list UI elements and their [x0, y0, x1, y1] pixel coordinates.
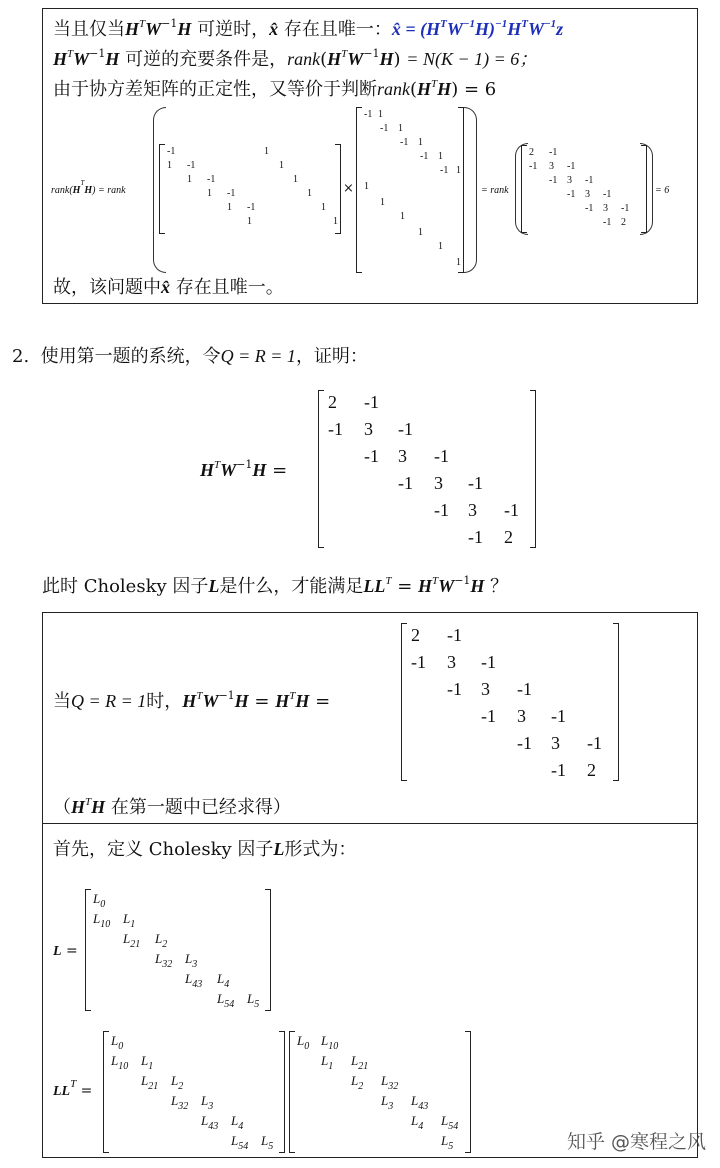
text: = 6: [463, 79, 497, 100]
text: Q = R = 1: [71, 691, 147, 711]
box1-line1: 当且仅当$H^TW^{-1}H$ 可逆时，x̂ 存在且唯一：x̂ = $(H^TW^{-1}H)^{-1}H^TW^{-1}z$: [53, 17, 564, 40]
text: ？: [490, 576, 509, 597]
text: 是什么，才能满足: [219, 576, 364, 597]
text: 可逆时，: [197, 19, 270, 40]
divider: [43, 823, 697, 824]
text: 首先，定义 Cholesky 因子: [53, 839, 274, 860]
matrix-l: $L_0$ $L_{10}$ $L_1$ $L_{21}$ $L_2$ $L_{32}$ $L_3$ $L_{43}$ $L_4$ $L_{54}$ $L_5$: [85, 889, 271, 1011]
text: 当且仅当: [53, 19, 125, 40]
matrix-a: -1 1 1 -1 1 1 -1 1 1 -1 1 1 -1 1 1 1: [159, 144, 341, 234]
text: 在第一题中已经求得）: [110, 797, 291, 818]
box2-note: （$H^TH$ 在第一题中已经求得）: [53, 796, 291, 818]
text: 故，该问题中: [53, 277, 161, 298]
answer-box-2: [42, 612, 698, 1158]
text: ，证明：: [295, 346, 368, 367]
box1-line2: $H^TW^{-1}H$ 可逆的充要条件是，$rank(H^TW^{-1}H) = N(K - 1) = 6$；: [53, 47, 538, 70]
rank-eq-lhs: $rank(H^TH)$ = rank: [51, 179, 126, 196]
text: （: [53, 797, 71, 818]
hth-label-1: $H^TW^{-1}H$ =: [200, 458, 288, 481]
answer-box-1: [42, 8, 698, 304]
box1-line3: 由于协方差矩阵的正定性，又等价于判断$rank(H^TH) = 6$: [53, 78, 497, 100]
text: 存在且唯一：: [283, 19, 392, 40]
text: 当: [53, 691, 71, 712]
text: 存在且唯一。: [175, 277, 284, 298]
matrix-tridiag-2: 2 -1 -1 3 -1 -1 3 -1 -1 3 -1 -1 3 -1 -1 2: [401, 623, 619, 781]
text: 此时 Cholesky 因子: [42, 576, 209, 597]
question-2-header: [12, 344, 368, 369]
text: 由于协方差矩阵的正定性，又等价于判断: [53, 79, 377, 100]
question-2-text: 此时 Cholesky 因子L是什么，才能满足$LL^T = H^TW^{-1}H$ ？: [42, 574, 509, 597]
text: 可逆的充要条件是，: [125, 49, 288, 70]
l-label: L =: [53, 943, 78, 959]
watermark: 知乎 @寒程之风: [566, 1131, 706, 1153]
matrix-l-transpose: $L_0$ $L_{10}$ $L_1$ $L_{21}$ $L_2$ $L_{32}$ $L_3$ $L_{43}$ $L_4$ $L_{54}$ $L_5$: [289, 1031, 471, 1153]
times-sign: ×: [343, 181, 354, 196]
text: 形式为：: [284, 839, 357, 860]
matrix-a-transpose: -1 1 -1 1 -1 1 -1 1 -1 1 1 1 1 1 1 1: [356, 107, 464, 273]
box1-final: 故，该问题中x̂ 存在且唯一。: [53, 277, 284, 298]
text: 使用第一题的系统，令: [40, 346, 221, 367]
rank-eq-rhs: = 6: [655, 185, 670, 196]
item-number: 2.: [12, 346, 30, 367]
text: = N(K − 1) = 6；: [406, 49, 538, 69]
text: Q = R = 1: [220, 346, 296, 366]
box2-first: 首先，定义 Cholesky 因子L形式为：: [53, 839, 357, 860]
llt-label: $LL^T$ =: [53, 1078, 93, 1099]
matrix-tridiag-1: 2 -1 -1 3 -1 -1 3 -1 -1 3 -1 -1 3 -1 -1 2: [318, 390, 536, 548]
box2-when: 当Q = R = 1时，$H^TW^{-1}H = H^TH$ =: [53, 689, 331, 712]
rank-eq-mid: = rank: [481, 185, 509, 196]
matrix-hth-small: 2 -1 -1 3 -1 -1 3 -1 -1 3 -1 -1 3 -1 -1 2: [521, 145, 647, 233]
text: 时，: [146, 691, 183, 712]
matrix-l-2: $L_0$ $L_{10}$ $L_1$ $L_{21}$ $L_2$ $L_{32}$ $L_3$ $L_{43}$ $L_4$ $L_{54}$ $L_5$: [103, 1031, 285, 1153]
